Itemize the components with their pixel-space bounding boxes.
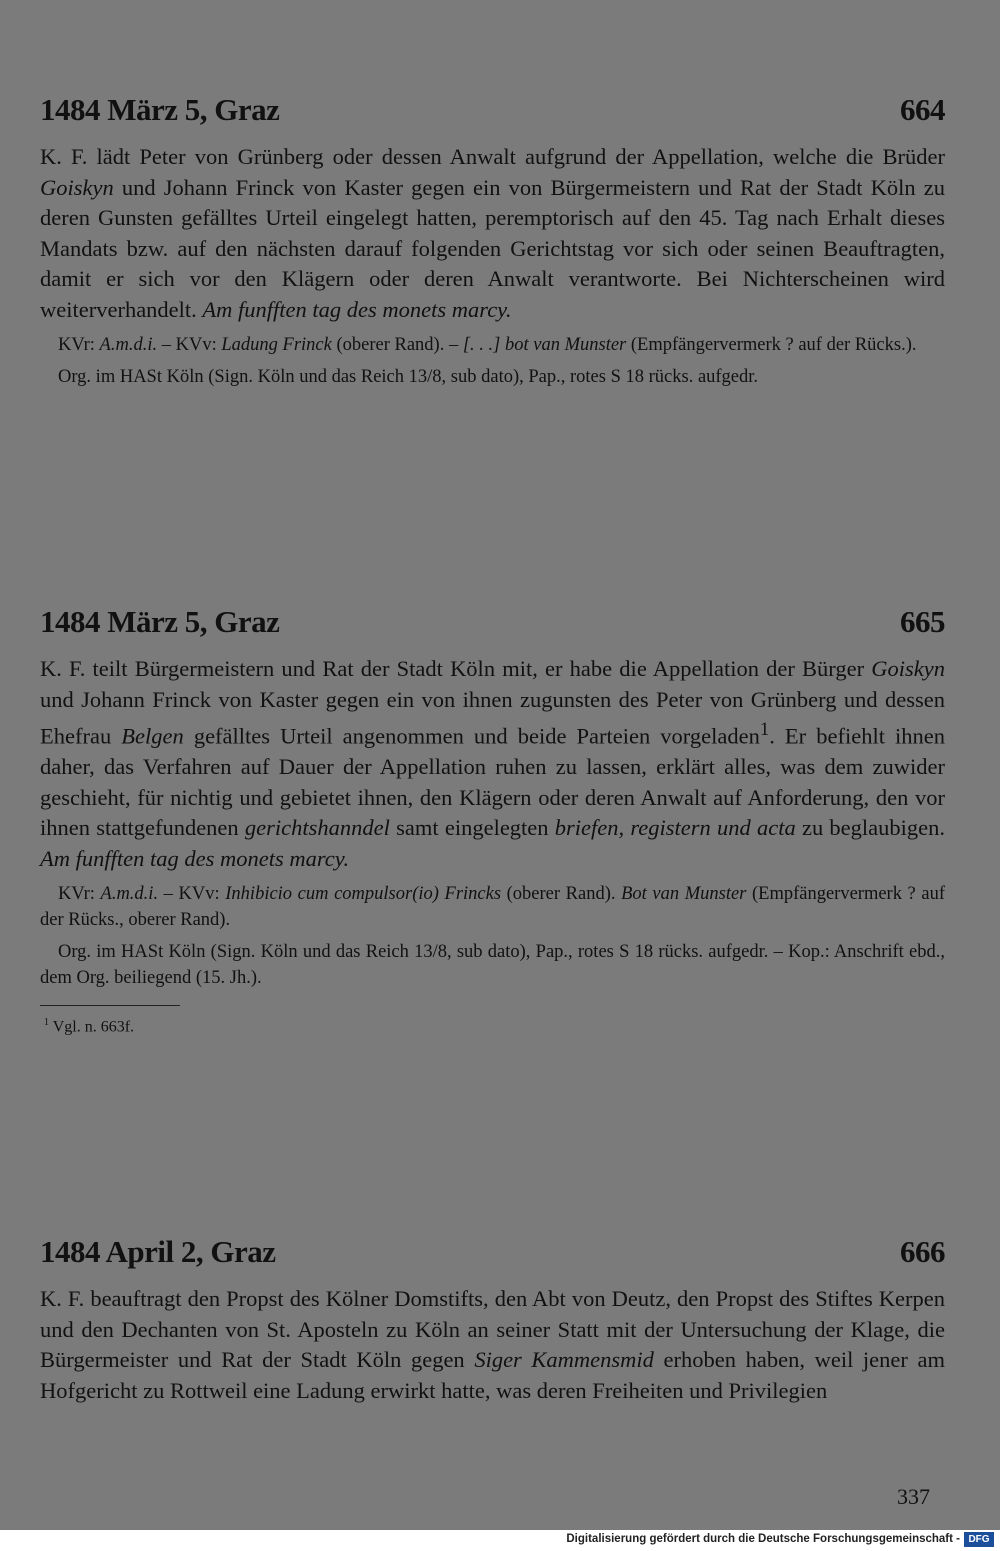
endorsement-note: KVr: A.m.d.i. – KVv: Ladung Frinck (oberer Rand). – [. . .] bot van Munster (Empfängervermerk ? auf der Rücks.). xyxy=(58,334,917,355)
footnote: $^1$ Vgl. n. 663f. xyxy=(44,1016,135,1035)
entry-heading xyxy=(40,1234,945,1274)
entry-body: K. F. beauftragt den Propst des Kölner Domstifts, den Abt von Deutz, den Propst des Stiftes Kerpen und den Dechanten von St. Aposteln zu Köln an seiner Statt mit der Untersuchung der Klage, die Bürgermeister und Rat der Stadt Köln gegen Siger Kammensmid erhoben haben, weil jener am Hofgericht zu Rottweil eine Ladung erwirkt hatte, was deren Freiheiten und Privilegien xyxy=(40,1286,945,1403)
entry-heading xyxy=(40,604,945,644)
page-number: 337 xyxy=(897,1484,930,1509)
footnote-divider xyxy=(40,1005,180,1006)
entry-body: K. F. lädt Peter von Grünberg oder dessen Anwalt aufgrund der Appellation, welche die Brüder Goiskyn und Johann Frinck von Kaster gegen ein von Bürgermeistern und Rat der Stadt Köln zu deren Gunsten gefälltes Urteil eingelegt hatten, peremptorisch auf den 45. Tag nach Erhalt dieses Mandats bzw. auf den nächsten darauf folgenden Gerichtstag vor sich oder seinen Beauftragten, damit er sich vor den Klägern oder deren Anwalt verantworte. Bei Nichterscheinen wird weiterverhandelt. Am funfften tag des monets marcy. xyxy=(40,144,945,322)
source-note: Org. im HASt Köln (Sign. Köln und das Reich 13/8, sub dato), Pap., rotes S 18 rücks. aufgedr. – Kop.: Anschrift ebd., dem Org. beiliegend (15. Jh.). xyxy=(40,941,945,988)
funding-footer xyxy=(0,1530,1000,1551)
entry-number: 665 xyxy=(900,604,945,639)
entry-number: 666 xyxy=(900,1234,945,1269)
source-note: Org. im HASt Köln (Sign. Köln und das Reich 13/8, sub dato), Pap., rotes S 18 rücks. aufgedr. xyxy=(58,366,759,387)
entry-date: 1484 März 5, Graz xyxy=(40,92,280,127)
entry-number: 664 xyxy=(900,92,945,127)
footnote-ref[interactable]: 1 xyxy=(759,719,770,741)
entry-date: 1484 März 5, Graz xyxy=(40,604,280,639)
entry-664 xyxy=(40,92,945,390)
endorsement-note: KVr: A.m.d.i. – KVv: Inhibicio cum compulsor(io) Frincks (oberer Rand). Bot van Munster (Empfängervermerk ? auf der Rücks., oberer Rand). xyxy=(40,883,945,930)
entry-date: 1484 April 2, Graz xyxy=(40,1234,276,1269)
entry-body: K. F. teilt Bürgermeistern und Rat der Stadt Köln mit, er habe die Appellation der Bürger Goiskyn und Johann Frinck von Kaster gegen ein von ihnen zugunsten des Peter von Grünberg und dessen Ehefrau Belgen gefälltes Urteil angenommen und beide Parteien vorgeladen$^1$. Er befiehlt ihnen daher, das Verfahren auf Dauer der Appellation ruhen zu lassen, erklärt alles, was dem zuwider geschieht, für nichtig und gebietet ihnen, den Klägern oder deren Anwalt auf Anforderung, den vor ihnen stattgefundenen gerichtshanndel samt eingelegten briefen, registern und acta zu beglaubigen. Am funfften tag des monets marcy. xyxy=(40,656,946,872)
entry-666 xyxy=(40,1234,945,1406)
dfg-logo-icon[interactable]: DFG xyxy=(964,1532,994,1547)
footer-text: Digitalisierung gefördert durch die Deutsche Forschungsgemeinschaft - xyxy=(566,1533,960,1545)
entry-665 xyxy=(40,604,945,1038)
entry-heading xyxy=(40,92,945,132)
